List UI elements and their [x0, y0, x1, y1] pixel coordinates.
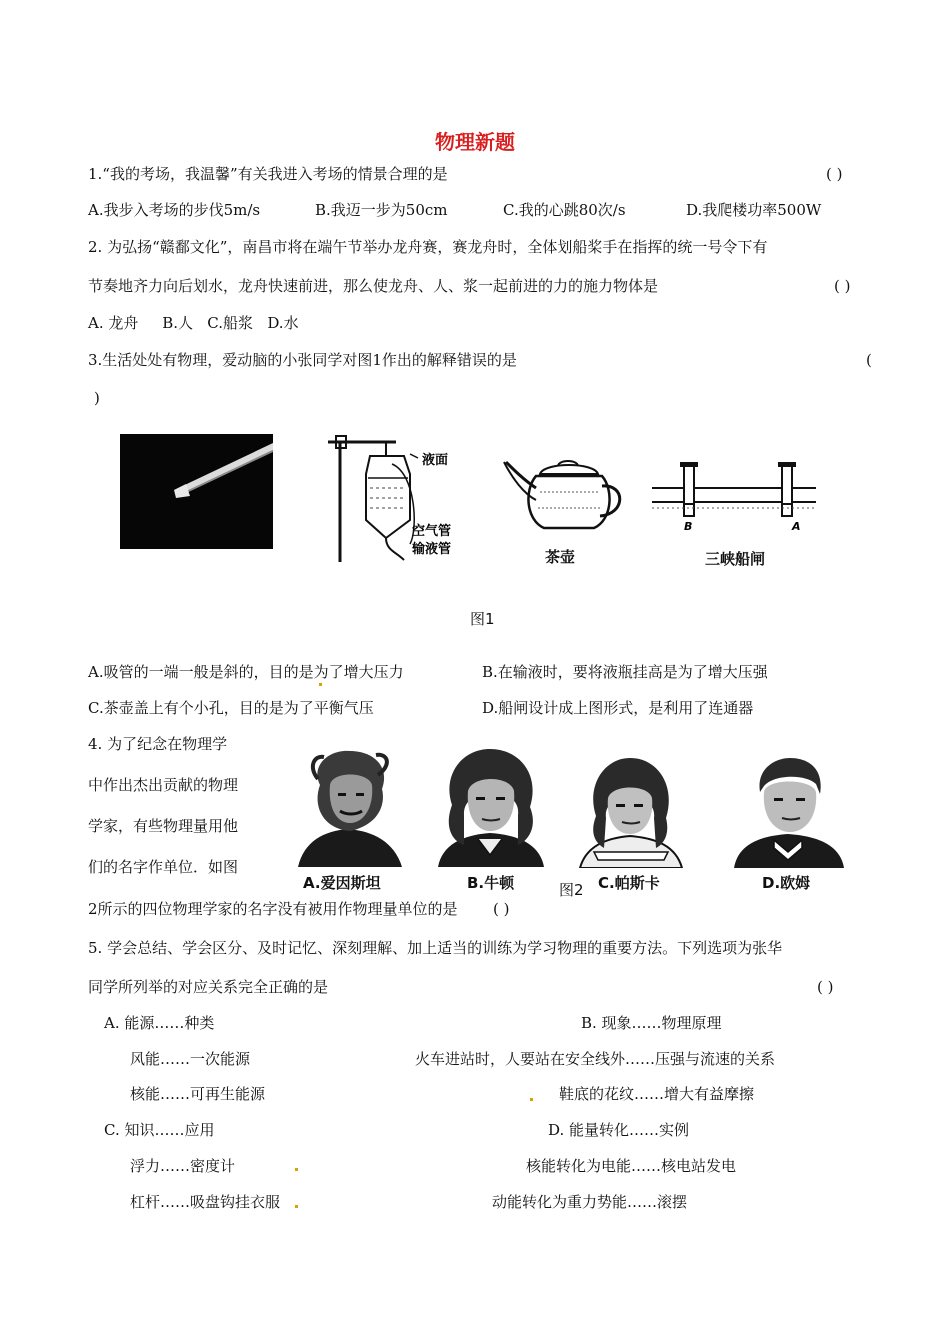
q3-option-c: C.茶壶盖上有个小孔，目的是为了平衡气压 — [88, 699, 374, 717]
q3-option-b: B.在输液时，要将液瓶挂高是为了增大压强 — [482, 663, 768, 681]
q4-line3: 学家，有些物理量用他 — [88, 817, 239, 835]
q5-option-b-item2: 鞋底的花纹……增大有益摩擦 — [559, 1085, 755, 1103]
q5-option-d-item2: 动能转化为重力势能……滚摆 — [492, 1193, 688, 1211]
ship-lock-diagram — [650, 458, 820, 538]
straw-photo — [120, 434, 273, 549]
page-title: 物理新题 — [435, 130, 515, 154]
q2-line2: 节奏地齐力向后划水，龙舟快速前进，那么使龙舟、人、浆一起前进的力的施力物体是 — [88, 277, 659, 295]
q5-option-b-item1: 火车进站时，人要站在安全线外……压强与流速的关系 — [415, 1050, 776, 1068]
air-tube-label: 空气管 — [412, 524, 452, 539]
q5-option-c-head: C. 知识……应用 — [104, 1121, 215, 1139]
q4-line2: 中作出杰出贡献的物理 — [88, 776, 239, 794]
portrait-einstein — [290, 745, 408, 867]
portrait-caption-d: D.欧姆 — [762, 874, 811, 892]
q5-option-d-head: D. 能量转化……实例 — [548, 1121, 690, 1139]
infusion-tube-label: 输液管 — [412, 542, 452, 557]
q4-line1: 4. 为了纪念在物理学 — [88, 735, 228, 753]
portrait-caption-b: B.牛顿 — [467, 874, 515, 892]
teapot-diagram — [500, 440, 630, 540]
lock-label-b: B — [684, 520, 693, 533]
q3-option-a: A.吸管的一端一般是斜的，目的是为了增大压力 — [88, 663, 404, 681]
q5-line2: 同学所列举的对应关系完全正确的是 — [88, 978, 329, 996]
q5-option-a-head: A. 能源……种类 — [104, 1014, 215, 1032]
q3-option-d: D.船闸设计成上图形式，是利用了连通器 — [482, 699, 754, 717]
q1-option-c: C.我的心跳80次/s — [503, 201, 626, 219]
q1-stem: 1.“我的考场，我温馨”有关我进入考场的情景合理的是 — [88, 165, 448, 183]
q5-option-c-item2: 杠杆……吸盘钩挂衣服 — [130, 1193, 281, 1211]
q1-option-d: D.我爬楼功率500W — [686, 201, 822, 219]
stray-mark — [295, 1205, 298, 1208]
portrait-pascal — [572, 752, 690, 868]
q4-last-line: 2所示的四位物理学家的名字没有被用作物理量单位的是 — [88, 900, 458, 918]
portrait-newton — [432, 745, 550, 867]
teapot-caption: 茶壶 — [545, 548, 576, 566]
q2-answer-bracket: ( ) — [834, 277, 851, 295]
q3-bracket-close: ) — [94, 389, 100, 407]
stray-mark — [530, 1098, 533, 1101]
q5-option-a-item1: 风能……一次能源 — [130, 1050, 251, 1068]
q5-option-d-item1: 核能转化为电能……核电站发电 — [526, 1157, 737, 1175]
ship-lock-caption: 三峡船闸 — [705, 550, 766, 568]
portrait-caption-a: A.爱因斯坦 — [303, 874, 381, 892]
q5-option-c-item1: 浮力……密度计 — [130, 1157, 236, 1175]
q5-option-b-head: B. 现象……物理原理 — [581, 1014, 722, 1032]
liquid-level-label: 液面 — [422, 453, 449, 468]
lock-label-a: A — [792, 520, 801, 533]
stray-mark — [295, 1168, 298, 1171]
q2-line1: 2. 为弘扬“赣鄱文化”，南昌市将在端午节举办龙舟赛，赛龙舟时，全体划船桨手在指挥的统一号令下有 — [88, 238, 768, 256]
q2-options: A. 龙舟 B.人 C.船浆 D.水 — [88, 314, 299, 332]
stray-mark — [319, 683, 322, 686]
q4-line4: 们的名字作单位．如图 — [88, 858, 239, 876]
portrait-caption-c: C.帕斯卡 — [598, 874, 660, 892]
q5-answer-bracket: ( ) — [817, 978, 834, 996]
q5-line1: 5. 学会总结、学会区分、及时记忆、深刻理解、加上适当的训练为学习物理的重要方法。下列选项为张华 — [88, 939, 783, 957]
q1-answer-bracket: ( ) — [826, 165, 843, 183]
q1-option-b: B.我迈一步为50cm — [315, 201, 448, 219]
figure2-caption: 图2 — [559, 881, 584, 899]
q3-stem: 3.生活处处有物理，爱动脑的小张同学对图1作出的解释错误的是 — [88, 351, 517, 369]
figure1-caption: 图1 — [470, 610, 495, 628]
infusion-diagram — [326, 434, 466, 569]
q5-option-a-item2: 核能……可再生能源 — [130, 1085, 266, 1103]
portrait-ohm — [730, 752, 848, 868]
q3-bracket-open: ( — [866, 351, 872, 369]
q1-option-a: A.我步入考场的步伐5m/s — [88, 201, 261, 219]
straw-image — [120, 434, 273, 549]
q4-answer-bracket: ( ) — [493, 900, 510, 918]
